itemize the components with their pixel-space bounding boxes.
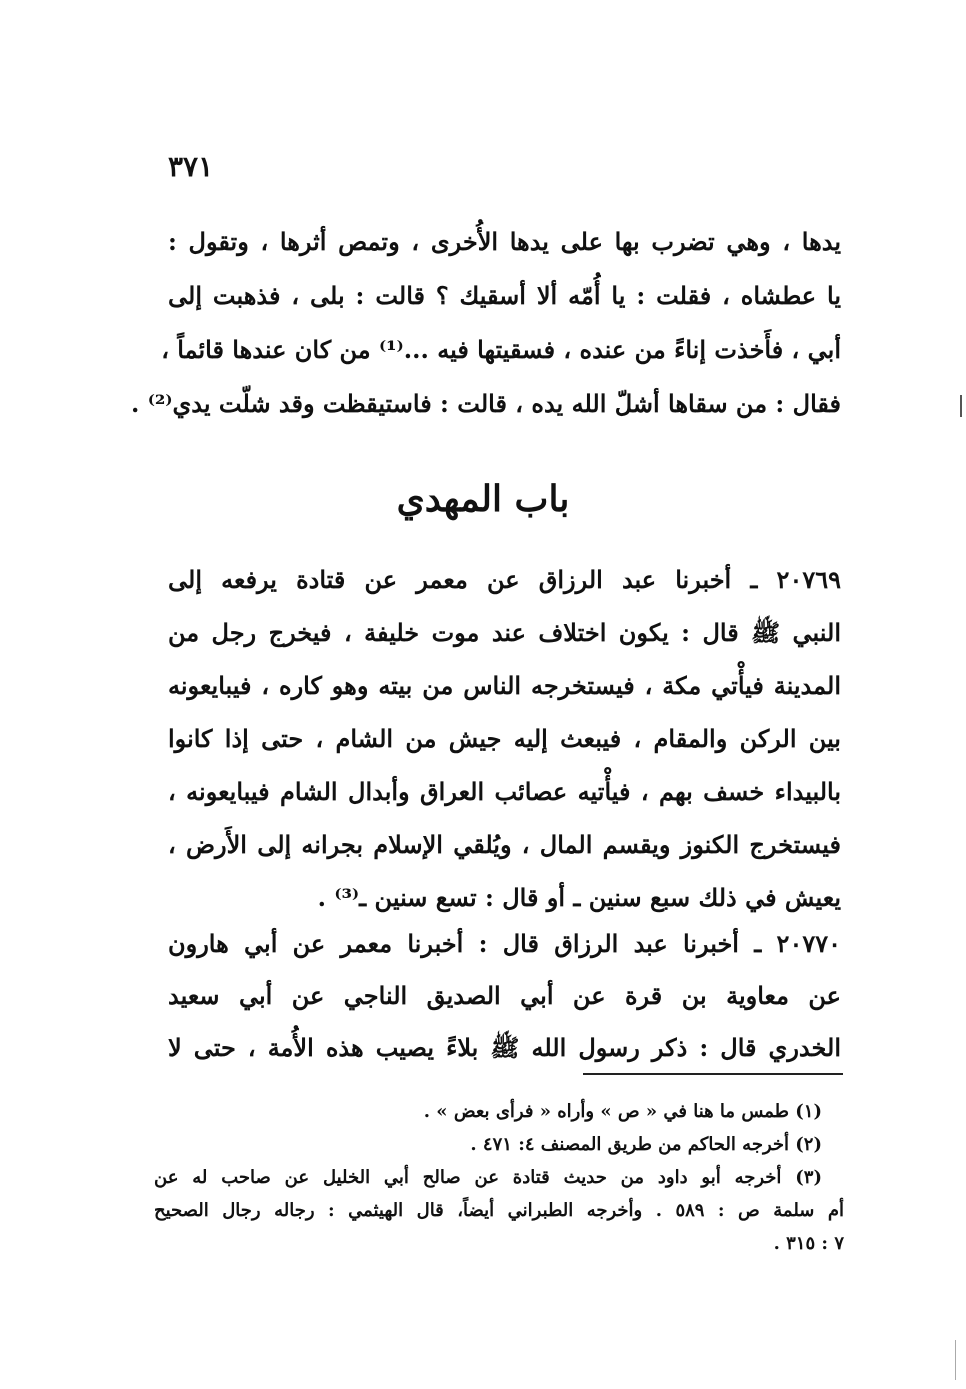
text-line: فقال : من سقاها أشلّ الله يده ، قالت : فاستيقظت وقد شلّت يدي⁽²⁾ . (130, 389, 841, 418)
text-line: بين الركن والمقام ، فيبعث إليه جيش من الشام ، حتى إذا كانوا (168, 724, 841, 753)
text-line: ٢٠٧٦٩ ـ أخبرنا عبد الرزاق عن معمر عن قتادة يرفعه إلى (168, 565, 841, 594)
footnote-1: (١) طمس ما هنا في « ص » وأراه « فرأى بعض » . (423, 1101, 822, 1122)
page-number: ٣٧١ (168, 150, 214, 183)
footnote-3-continued: أم سلمة ص : ٥٨٩ . وأخرجه الطبراني أيضاً، قال الهيثمي : رجاله رجال الصحيح (154, 1200, 844, 1221)
footnote-3-end: ٧ : ٣١٥ . (773, 1233, 844, 1254)
text-line: يدها ، وهي تضرب بها على يدها الأُخرى ، وتمص أثرها ، وتقول : (168, 227, 841, 256)
chapter-title: باب المهدي (396, 478, 570, 520)
footnote-2: (٢) أخرجه الحاكم من طريق المصنف ٤: ٤٧١ . (470, 1134, 822, 1155)
continuation-paragraph (130, 215, 841, 431)
text-line: المدينة فيأْتي مكة ، فيستخرجه الناس من بيته وهو كاره ، فيبايعونه (168, 671, 841, 700)
hadith-20770 (168, 918, 841, 1074)
footnote-3: (٣) أخرجه أبو داود من حديث قتادة عن صالح أبي الخليل عن صاحب له عن (154, 1167, 822, 1188)
text-line: ٢٠٧٧٠ ـ أخبرنا عبد الرزاق قال : أخبرنا معمر عن أبي هارون (168, 929, 841, 958)
text-line: الخدري قال : ذكر رسول الله ﷺ بلاءً يصيب هذه الأُمة ، حتى لا (168, 1033, 841, 1062)
text-line: النبي ﷺ قال : يكون اختلاف عند موت خليفة ، فيخرج رجل من (168, 618, 841, 647)
text-line: أبي ، فأَخذت إناءً من عنده ، فسقيتها فيه ...⁽¹⁾ من كان عندها قائماً ، (161, 335, 841, 364)
text-line: بالبيداء خسف بهم ، فيأْتيه عصائب العراق وأبدال الشام فيبايعونه ، (168, 777, 841, 806)
text-line: يعيش في ذلك سبع سنين ـ أو قال : تسع سنين ـ⁽³⁾ . (317, 883, 841, 912)
text-line: فيستخرج الكنوز ويقسم المال ، ويُلقي الإسلام بجرانه إلى الأَرض ، (168, 830, 841, 859)
text-line: يا عطشاه ، فقلت : يا أُمّه ألا أسقيك ؟ قالت : بلى ، فذهبت إلى (168, 281, 841, 310)
footnote-divider (583, 1073, 843, 1075)
scan-edge-mark (960, 395, 962, 417)
hadith-20769 (168, 553, 841, 924)
footnotes (154, 1095, 844, 1260)
text-line: عن معاوية بن قرة عن أبي الصديق الناجي عن أبي سعيد (168, 981, 841, 1010)
scan-edge-mark (955, 1340, 956, 1380)
